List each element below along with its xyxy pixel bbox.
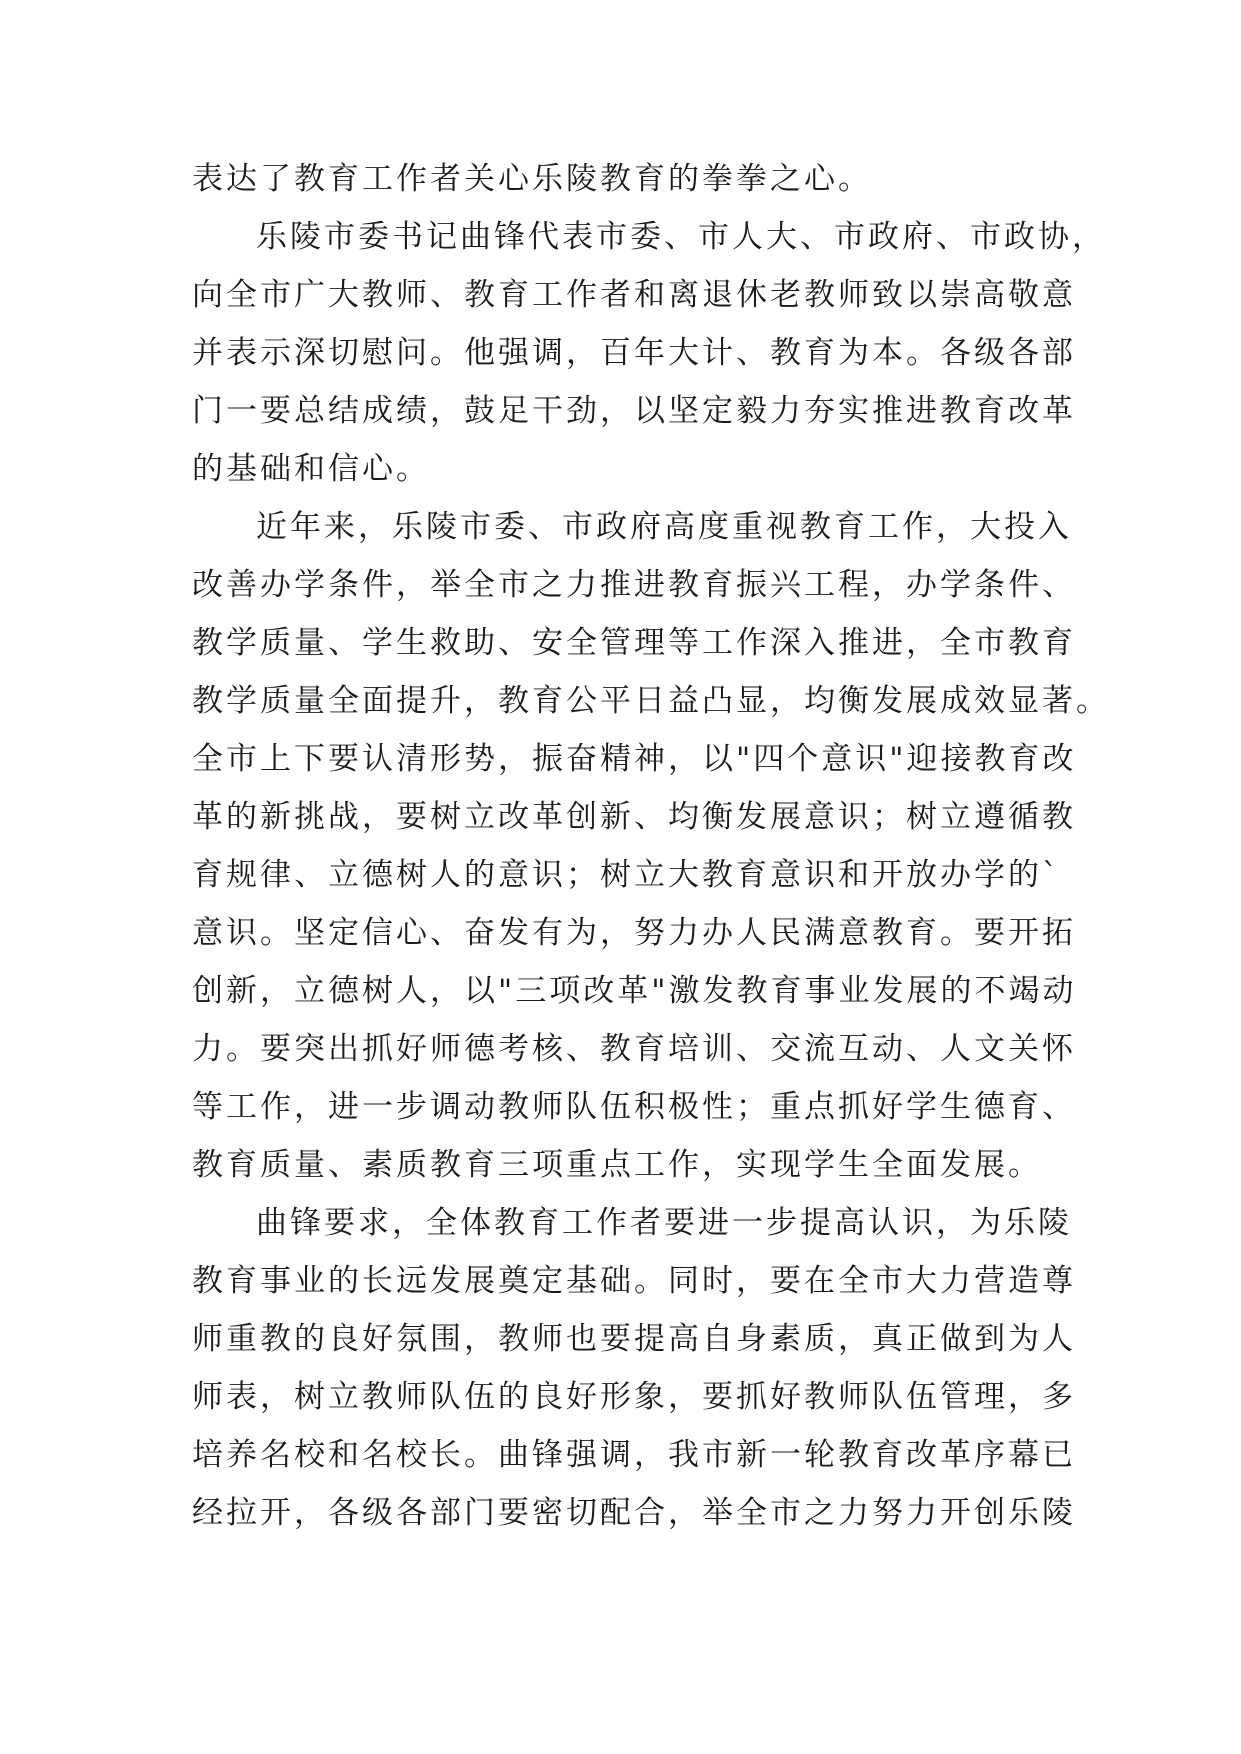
text-line-23: 培养名校和名校长。曲锋强调，我市新一轮教育改革序幕已 — [192, 1437, 1076, 1473]
text-line-8: 改善办学条件，举全市之力推进教育振兴工程，办学条件、 — [192, 567, 1076, 603]
text-line-4: 并表示深切慰问。他强调，百年大计、教育为本。各级各部 — [192, 335, 1076, 371]
text-line-15: 创新，立德树人，以"三项改革"激发教育事业发展的不竭动 — [192, 973, 1077, 1009]
text-line-21: 师重教的良好氛围，教师也要提高自身素质，真正做到为人 — [192, 1321, 1076, 1357]
body-text — [192, 150, 1110, 1542]
text-line-6: 的基础和信心。 — [192, 451, 430, 487]
text-line-7: 近年来，乐陵市委、市政府高度重视教育工作，大投入 — [256, 509, 1072, 545]
text-line-5: 门一要总结成绩，鼓足干劲，以坚定毅力夯实推进教育改革 — [192, 393, 1076, 429]
text-line-16: 力。要突出抓好师德考核、教育培训、交流互动、人文关怀 — [192, 1031, 1076, 1067]
text-line-9: 教学质量、学生救助、安全管理等工作深入推进，全市教育 — [192, 625, 1076, 661]
text-line-10: 教学质量全面提升，教育公平日益凸显，均衡发展成效显著。 — [192, 683, 1110, 719]
text-line-14: 意识。坚定信心、奋发有为，努力办人民满意教育。要开拓 — [192, 915, 1076, 951]
text-line-19: 曲锋要求，全体教育工作者要进一步提高认识，为乐陵 — [256, 1205, 1072, 1241]
text-line-2: 乐陵市委书记曲锋代表市委、市人大、市政府、市政协， — [256, 219, 1106, 255]
text-line-18: 教育质量、素质教育三项重点工作，实现学生全面发展。 — [192, 1147, 1042, 1183]
text-line-22: 师表，树立教师队伍的良好形象，要抓好教师队伍管理，多 — [192, 1379, 1076, 1415]
text-line-11: 全市上下要认清形势，振奋精神，以"四个意识"迎接教育改 — [192, 741, 1077, 777]
text-line-3: 向全市广大教师、教育工作者和离退休老教师致以崇高敬意 — [192, 277, 1076, 313]
text-line-20: 教育事业的长远发展奠定基础。同时，要在全市大力营造尊 — [192, 1263, 1076, 1299]
text-line-12: 革的新挑战，要树立改革创新、均衡发展意识；树立遵循教 — [192, 799, 1076, 835]
text-line-13: 育规律、立德树人的意识；树立大教育意识和开放办学的` — [192, 857, 1061, 893]
text-line-1: 表达了教育工作者关心乐陵教育的拳拳之心。 — [192, 161, 872, 197]
text-line-17: 等工作，进一步调动教师队伍积极性；重点抓好学生德育、 — [192, 1089, 1076, 1125]
text-line-24: 经拉开，各级各部门要密切配合，举全市之力努力开创乐陵 — [192, 1495, 1076, 1531]
